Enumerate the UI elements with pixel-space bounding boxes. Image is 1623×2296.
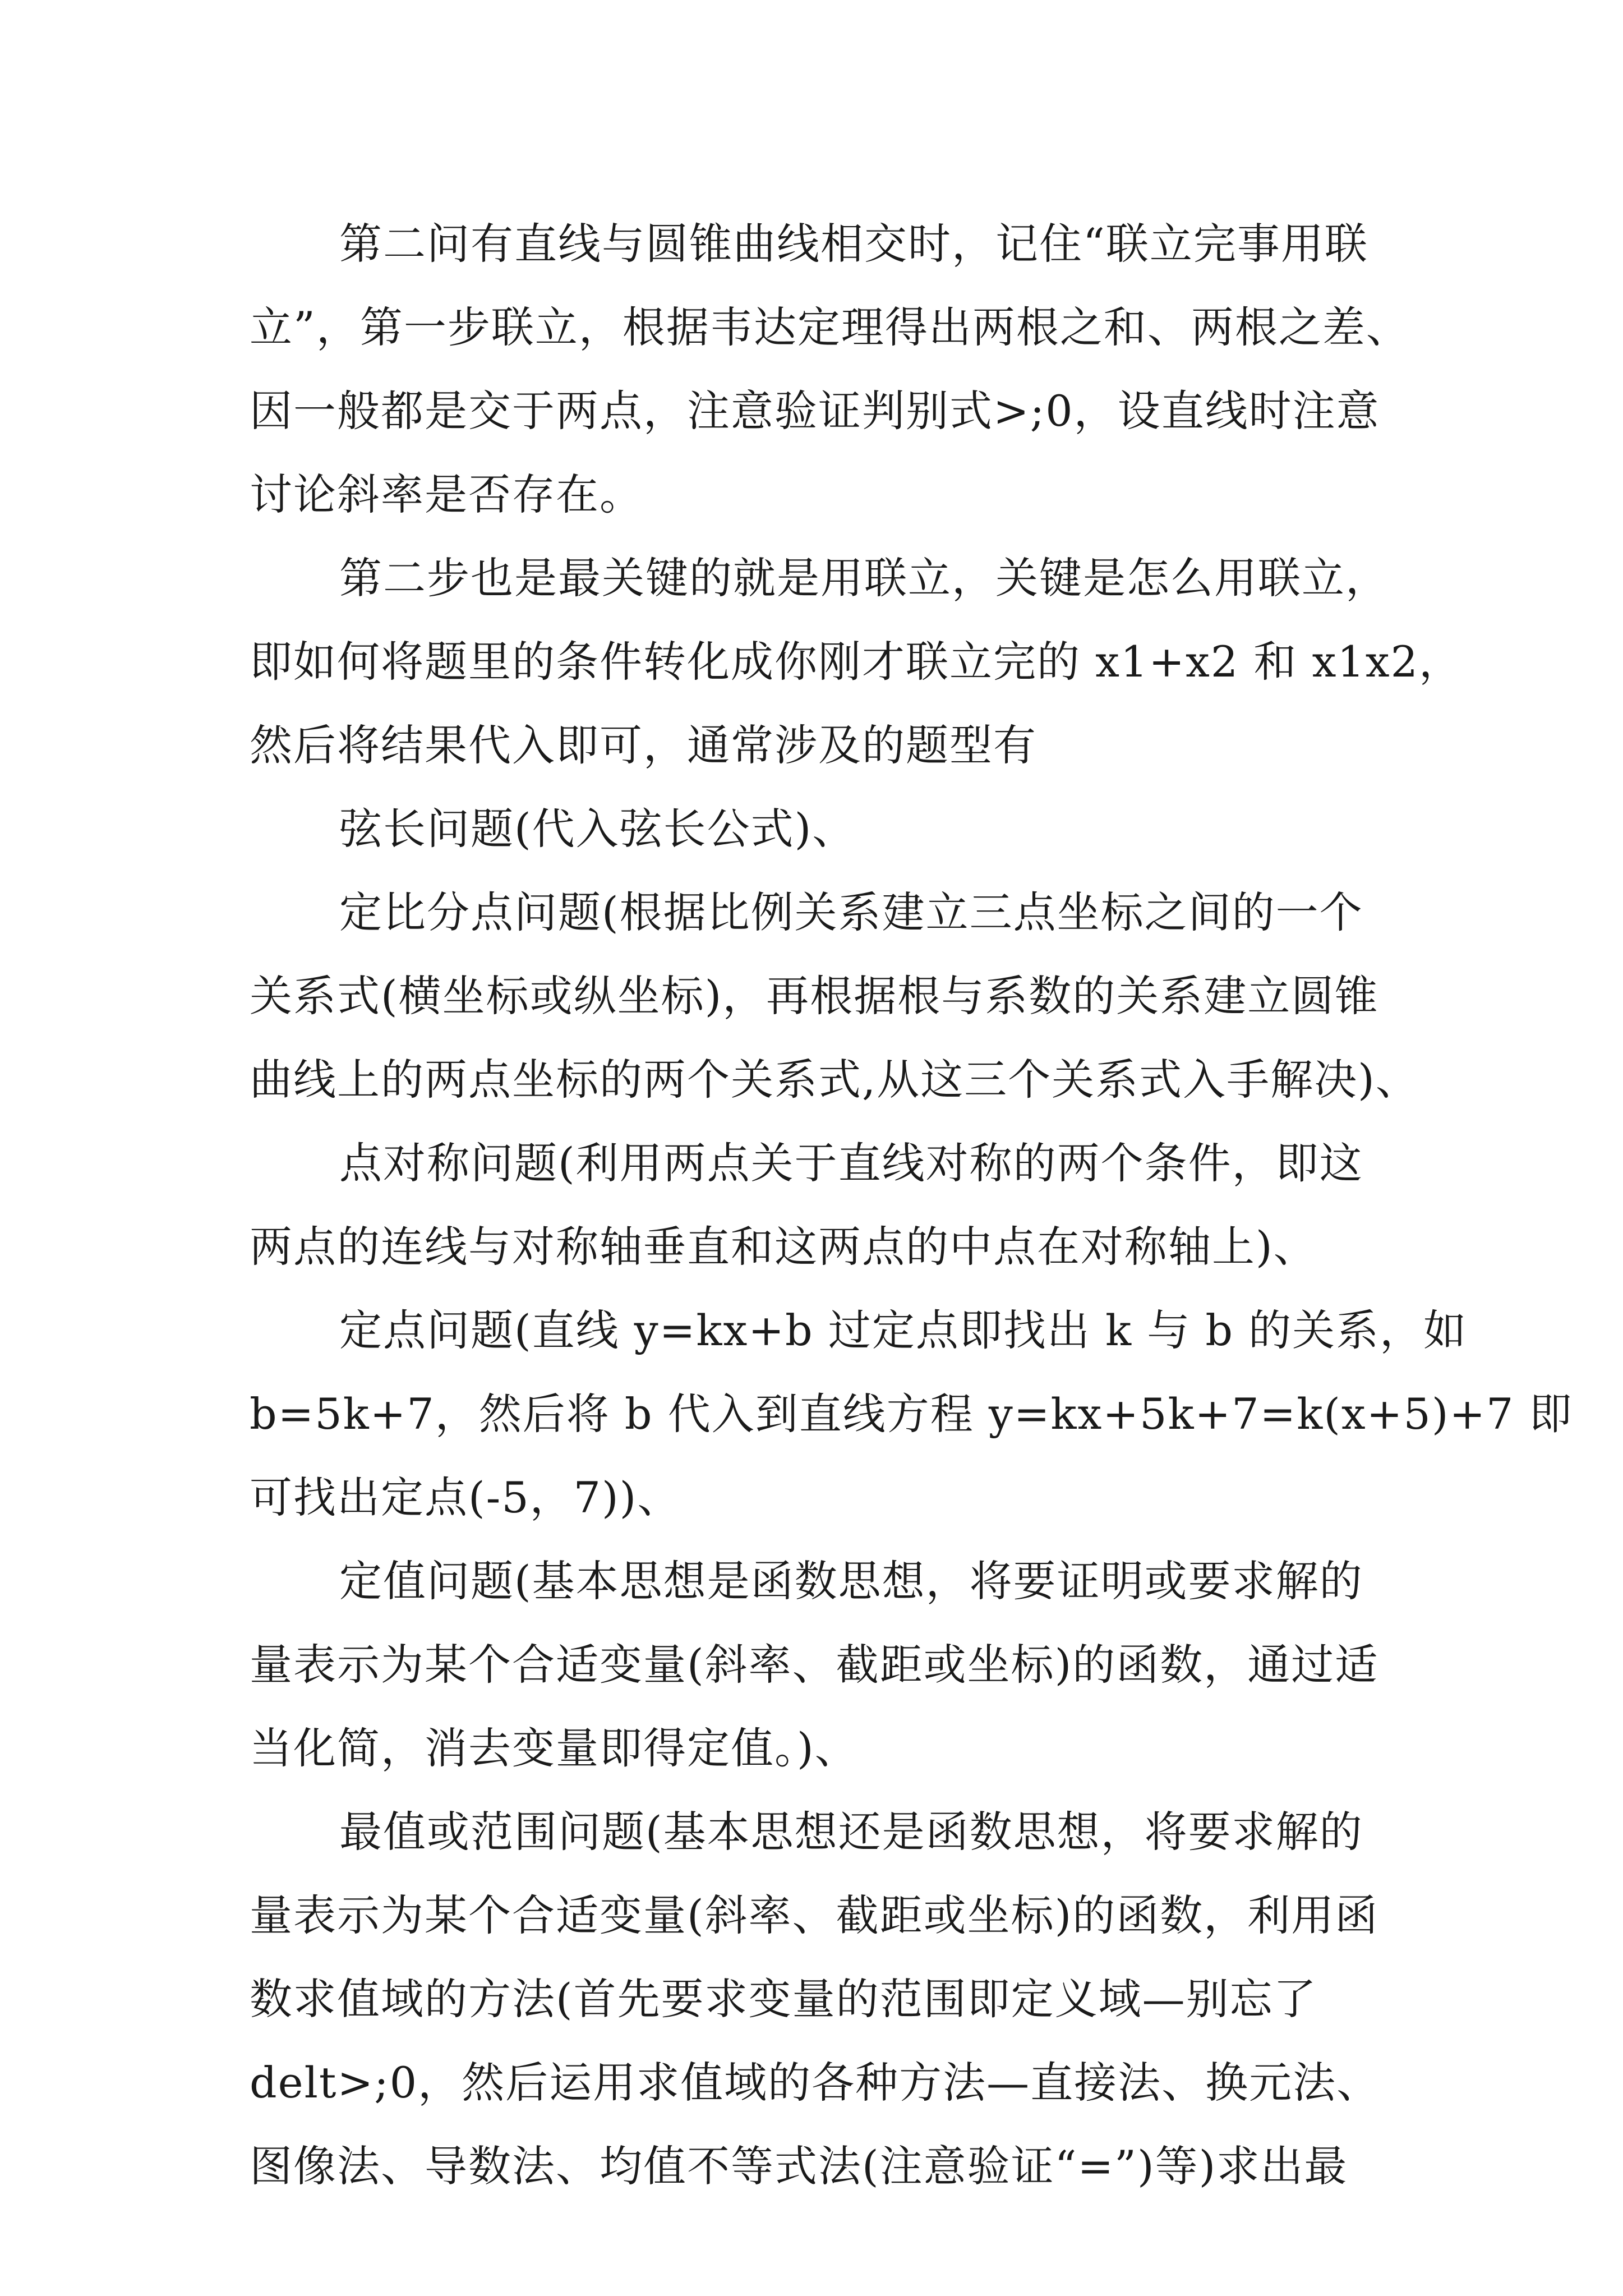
text-line-10: 关系式(横坐标或纵坐标)，再根据根与系数的关系建立圆锥 — [250, 971, 1379, 1021]
text-line-20: 最值或范围问题(基本思想还是函数思想，将要求解的 — [339, 1807, 1363, 1857]
text-line-4: 讨论斜率是否存在。 — [250, 470, 643, 519]
body-text — [250, 202, 1573, 2208]
text-line-13: 两点的连线与对称轴垂直和这两点的中点在对称轴上)、 — [250, 1222, 1317, 1272]
text-line-23: delt>;0，然后运用求值域的各种方法—直接法、换元法、 — [250, 2058, 1381, 2108]
text-line-16: 可找出定点(-5，7))、 — [250, 1473, 681, 1522]
text-line-12: 点对称问题(利用两点关于直线对称的两个条件，即这 — [339, 1138, 1363, 1188]
text-line-1: 第二问有直线与圆锥曲线相交时，记住“联立完事用联 — [339, 219, 1368, 269]
text-line-21: 量表示为某个合适变量(斜率、截距或坐标)的函数，利用函 — [250, 1890, 1379, 1940]
text-line-11: 曲线上的两点坐标的两个关系式,从这三个关系式入手解决)、 — [250, 1055, 1419, 1105]
text-line-18: 量表示为某个合适变量(斜率、截距或坐标)的函数，通过适 — [250, 1640, 1379, 1690]
text-line-8: 弦长问题(代入弦长公式)、 — [339, 804, 856, 854]
text-line-9: 定比分点问题(根据比例关系建立三点坐标之间的一个 — [339, 887, 1363, 937]
text-line-2: 立”，第一步联立，根据韦达定理得出两根之和、两根之差、 — [250, 302, 1410, 352]
text-line-3: 因一般都是交于两点，注意验证判别式>;0，设直线时注意 — [250, 386, 1380, 436]
text-line-7: 然后将结果代入即可，通常涉及的题型有 — [250, 720, 1037, 770]
text-line-6: 即如何将题里的条件转化成你刚才联立完的 x1+x2 和 x1x2， — [250, 637, 1463, 687]
text-line-17: 定值问题(基本思想是函数思想，将要证明或要求解的 — [339, 1556, 1363, 1606]
text-line-22: 数求值域的方法(首先要求变量的范围即定义域—别忘了 — [250, 1974, 1317, 2024]
text-line-5: 第二步也是最关键的就是用联立，关键是怎么用联立， — [339, 553, 1389, 603]
text-line-14: 定点问题(直线 y=kx+b 过定点即找出 k 与 b 的关系，如 — [339, 1305, 1468, 1355]
text-line-19: 当化简，消去变量即得定值。)、 — [250, 1723, 859, 1773]
text-line-24: 图像法、导数法、均值不等式法(注意验证“=”)等)求出最 — [250, 2141, 1348, 2191]
text-line-15: b=5k+7，然后将 b 代入到直线方程 y=kx+5k+7=k(x+5)+7 即 — [250, 1389, 1573, 1439]
